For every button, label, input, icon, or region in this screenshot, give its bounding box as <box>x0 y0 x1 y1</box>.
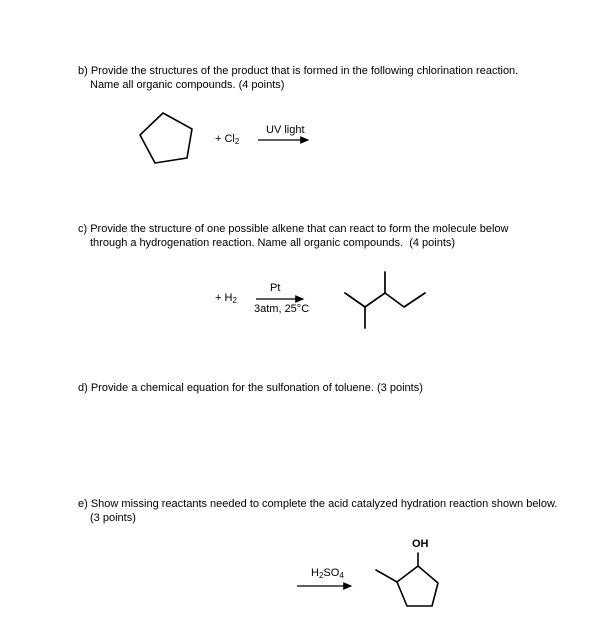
question-e-line1: e) Show missing reactants needed to complete the acid catalyzed hydration reaction shown below. <box>78 498 558 510</box>
h2so4-s1: 2 <box>318 571 324 580</box>
question-b-line1: b) Provide the structures of the product that is formed in the following chlorination reaction. <box>78 65 519 77</box>
reagent-cl2-base: + Cl <box>215 133 235 145</box>
uv-light-arrow-label: UV light <box>266 124 305 136</box>
h2so4-p1: H <box>311 567 319 579</box>
reagent-h2-subscript: 2 <box>232 296 237 305</box>
h2so4-arrow-label <box>311 567 344 580</box>
h2so4-p2: SO <box>323 567 340 579</box>
question-c-line2: through a hydrogenation reaction. Name all organic compounds. (4 points) <box>90 237 456 249</box>
question-d-line1: d) Provide a chemical equation for the sulfonation of toluene. (3 points) <box>78 382 423 394</box>
question-c-line1: c) Provide the structure of one possible alkene that can react to form the molecule below <box>78 223 509 235</box>
cyclopentane-structure <box>140 113 192 163</box>
reagent-cl2-subscript: 2 <box>234 137 240 146</box>
question-b-line2: Name all organic compounds. (4 points) <box>90 79 285 91</box>
question-e-line2: (3 points) <box>90 512 136 524</box>
methylcyclopentanol-structure <box>376 553 438 606</box>
reagent-cl2-label <box>215 133 239 146</box>
conditions-label: 3atm, 25°C <box>254 303 310 315</box>
hydroxyl-label: OH <box>412 538 429 550</box>
catalyst-pt-label: Pt <box>270 282 281 294</box>
dimethylpentane-structure <box>345 272 425 328</box>
reagent-h2-base: + H <box>215 292 233 304</box>
reagent-h2-label <box>215 292 237 305</box>
h2so4-s2: 4 <box>339 571 344 580</box>
